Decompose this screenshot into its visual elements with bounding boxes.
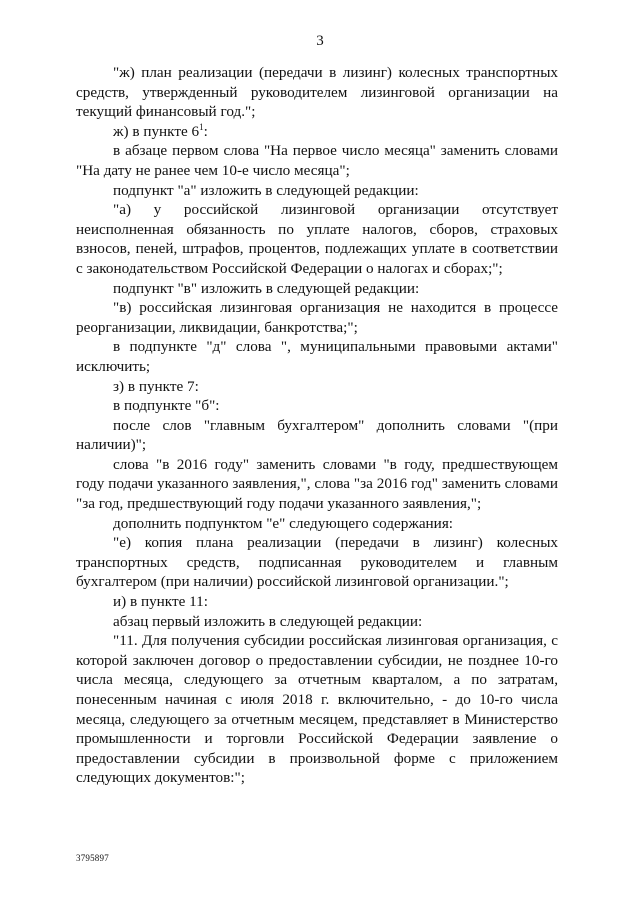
paragraph-subpoint-a-text: "а) у российской лизинговой организации отсутствует неисполненная обязанность по уплате налогов, сборов, страховых взносов, пеней, штрафов, процентов, подлежащих уплате в соответствии с законодательством Российской Федерации о налогах и сборах;"; (76, 201, 558, 277)
paragraph-first-abzac: в абзаце первом слова "На первое число месяца" заменить словами "На дату не ранее чем 10-е число месяца"; (76, 142, 558, 179)
paragraph-subpoint-v-text: "в) российская лизинговая организация не находится в процессе реорганизации, ликвидации, банкротства;"; (76, 299, 558, 336)
paragraph-subpoint-e-text: "е) копия плана реализации (передачи в лизинг) колесных транспортных средств, подписанная руководителем и главным бухгалтером (при наличии) российской лизинговой организации."; (76, 534, 558, 591)
paragraph-item-zh (76, 122, 558, 142)
item-zh-suffix: : (203, 122, 208, 140)
document-code: 3795897 (76, 853, 109, 863)
paragraph-item-z: з) в пункте 7: (113, 377, 199, 395)
page-number: 3 (316, 33, 324, 49)
item-zh-superscript: 1 (199, 121, 204, 132)
paragraph-plan-quote: "ж) план реализации (передачи в лизинг) колесных транспортных средств, утвержденный руководителем лизинговой организации на текущий финансовый год."; (76, 64, 558, 121)
paragraph-first-abzac-heading: абзац первый изложить в следующей редакции: (113, 612, 423, 630)
paragraph-subpoint-e-heading: дополнить подпунктом "е" следующего содержания: (113, 514, 454, 532)
document-body (76, 63, 558, 788)
paragraph-item-11-text: "11. Для получения субсидии российская лизинговая организация, с которой заключен договор о предоставлении субсидии, не позднее 10-го числа месяца, следующего за отчетным кварталом, а по затратам, понесенным начиная с июля 2018 г. включительно, - до 10-го числа месяца, следующего за отчетным месяцем, представляет в Министерство промышленности и торговли Российской Федерации заявление о предоставлении субсидии в произвольной форме с приложением следующих документов:"; (76, 632, 558, 787)
paragraph-chief-accountant: после слов "главным бухгалтером" дополнить словами "(при наличии)"; (76, 416, 558, 454)
paragraph-year-replace: слова "в 2016 году" заменить словами "в году, предшествующем году подачи указанного заявления,", слова "за 2016 год" заменить словами "за год, предшествующий году подачи указанного заявления,"; (76, 455, 558, 513)
paragraph-item-i: и) в пункте 11: (113, 593, 208, 611)
paragraph-subpoint-v-heading: подпункт "в" изложить в следующей редакции: (113, 279, 420, 297)
paragraph-subpoint-a-heading: подпункт "а" изложить в следующей редакции: (113, 181, 419, 199)
item-zh-prefix: ж) в пункте 6 (113, 122, 200, 140)
paragraph-subpoint-b: в подпункте "б": (113, 397, 220, 415)
paragraph-subpoint-d: в подпункте "д" слова ", муниципальными правовыми актами" исключить; (76, 338, 558, 375)
